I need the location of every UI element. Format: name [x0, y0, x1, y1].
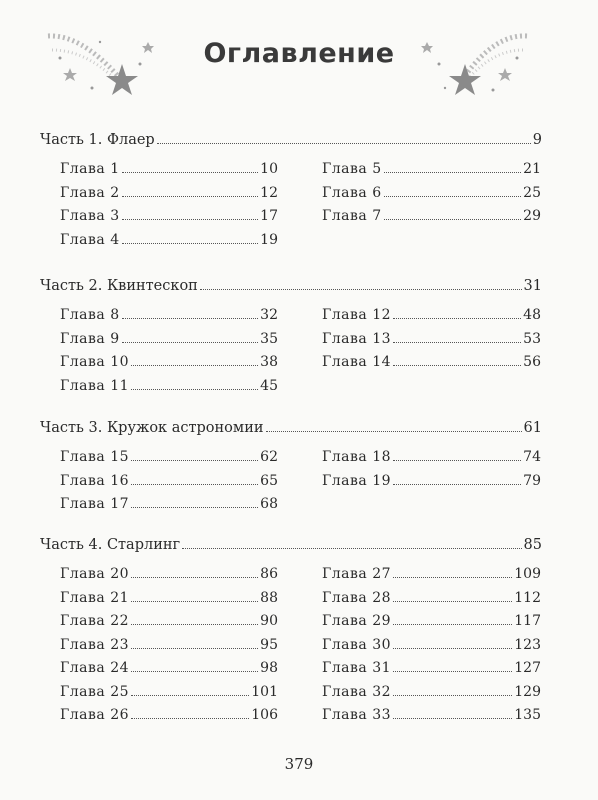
entry-page-number: 53 [523, 330, 541, 347]
entry-page-number: 101 [251, 683, 278, 700]
entry-page-number: 117 [514, 613, 541, 629]
dot-leader [131, 389, 258, 390]
entry-page-number: 19 [260, 231, 278, 248]
chapter-entry[interactable] [60, 613, 278, 633]
chapter-entry[interactable] [60, 185, 278, 205]
part-heading[interactable] [40, 537, 542, 557]
entry-label: Глава 14 [322, 354, 392, 370]
entry-page-number: 38 [260, 354, 278, 370]
dot-leader [393, 624, 512, 625]
dot-leader [131, 624, 258, 625]
entry-page-number: 56 [523, 354, 541, 370]
dot-leader [393, 577, 512, 578]
chapter-entry[interactable] [60, 473, 278, 493]
entry-label: Глава 17 [60, 496, 130, 512]
chapter-entry[interactable] [60, 378, 278, 398]
entry-label: Глава 19 [322, 472, 392, 489]
dot-leader [384, 219, 522, 220]
entry-label: Часть 3. Кружок астрономии [40, 420, 264, 436]
entry-label: Глава 31 [322, 660, 392, 676]
dot-leader [266, 431, 522, 432]
chapter-entry[interactable] [60, 590, 278, 610]
entry-page-number: 32 [260, 307, 278, 323]
chapter-entry[interactable] [60, 449, 278, 469]
dot-leader [393, 671, 512, 672]
part-heading[interactable] [40, 132, 542, 152]
part-heading[interactable] [40, 278, 542, 298]
chapter-entry[interactable] [60, 208, 278, 228]
dot-leader [122, 219, 259, 220]
chapter-entry[interactable] [322, 331, 541, 351]
entry-page-number: 48 [523, 307, 541, 323]
chapter-entry[interactable] [322, 185, 541, 205]
entry-label: Глава 12 [322, 307, 392, 323]
dot-leader [393, 460, 521, 461]
chapter-entry[interactable] [60, 307, 278, 327]
dot-leader [131, 460, 258, 461]
chapter-entry[interactable] [322, 566, 541, 586]
chapter-entry[interactable] [60, 232, 278, 252]
entry-label: Глава 5 [322, 161, 382, 177]
entry-page-number: 65 [260, 472, 278, 489]
page-number: 379 [284, 755, 314, 773]
entry-label: Глава 7 [322, 208, 382, 224]
entry-label: Глава 18 [322, 449, 392, 465]
entry-label: Глава 20 [60, 566, 130, 582]
chapter-entry[interactable] [60, 684, 278, 704]
chapter-entry[interactable] [60, 331, 278, 351]
entry-page-number: 68 [260, 496, 278, 512]
chapter-entry[interactable] [60, 707, 278, 727]
dot-leader [122, 318, 259, 319]
chapter-entry[interactable] [322, 449, 541, 469]
entry-label: Глава 4 [60, 231, 120, 248]
dot-leader [122, 172, 259, 173]
dot-leader [131, 601, 258, 602]
entry-page-number: 62 [260, 449, 278, 465]
dot-leader [182, 548, 521, 549]
dot-leader [122, 342, 259, 343]
entry-label: Глава 30 [322, 636, 392, 653]
dot-leader [131, 484, 258, 485]
entry-page-number: 10 [260, 161, 278, 177]
entry-label: Глава 29 [322, 613, 392, 629]
entry-page-number: 127 [514, 660, 541, 676]
chapter-entry[interactable] [60, 354, 278, 374]
entry-page-number: 17 [260, 208, 278, 224]
entry-page-number: 74 [523, 449, 541, 465]
dot-leader [384, 172, 522, 173]
entry-label: Часть 2. Квинтескоп [40, 278, 198, 294]
entry-label: Глава 25 [60, 683, 130, 700]
entry-page-number: 21 [523, 161, 541, 177]
dot-leader [157, 143, 531, 144]
entry-label: Глава 22 [60, 613, 130, 629]
chapter-entry[interactable] [322, 161, 541, 181]
dot-leader [131, 365, 258, 366]
chapter-entry[interactable] [322, 684, 541, 704]
entry-page-number: 25 [523, 184, 541, 201]
entry-label: Глава 21 [60, 589, 130, 606]
entry-page-number: 106 [251, 707, 278, 723]
dot-leader [393, 695, 512, 696]
chapter-entry[interactable] [60, 496, 278, 516]
entry-label: Глава 2 [60, 184, 120, 201]
dot-leader [122, 243, 259, 244]
chapter-entry[interactable] [322, 208, 541, 228]
dot-leader [393, 648, 512, 649]
entry-page-number: 45 [260, 377, 278, 394]
dot-leader [131, 695, 249, 696]
dot-leader [131, 577, 258, 578]
entry-page-number: 129 [514, 683, 541, 700]
dot-leader [131, 507, 258, 508]
entry-label: Глава 3 [60, 208, 120, 224]
entry-label: Глава 32 [322, 683, 392, 700]
entry-label: Глава 9 [60, 330, 120, 347]
entry-label: Глава 11 [60, 377, 130, 394]
entry-page-number: 9 [532, 132, 542, 148]
entry-label: Глава 27 [322, 566, 392, 582]
chapter-entry[interactable] [60, 161, 278, 181]
entry-label: Глава 23 [60, 636, 130, 653]
chapter-entry[interactable] [322, 354, 541, 374]
entry-page-number: 90 [260, 613, 278, 629]
entry-page-number: 95 [260, 636, 278, 653]
entry-page-number: 31 [523, 278, 542, 294]
entry-page-number: 109 [514, 566, 541, 582]
chapter-entry[interactable] [322, 637, 541, 657]
dot-leader [122, 196, 259, 197]
chapter-entry[interactable] [322, 307, 541, 327]
entry-label: Глава 28 [322, 589, 392, 606]
entry-label: Глава 26 [60, 707, 130, 723]
chapter-entry[interactable] [322, 660, 541, 680]
dot-leader [393, 365, 521, 366]
entry-label: Глава 15 [60, 449, 130, 465]
entry-label: Глава 16 [60, 472, 130, 489]
page-title: Оглавление [203, 38, 395, 69]
entry-page-number: 85 [523, 537, 542, 553]
entry-label: Глава 24 [60, 660, 130, 676]
dot-leader [131, 718, 249, 719]
entry-label: Часть 4. Старлинг [40, 537, 181, 553]
chapter-entry[interactable] [60, 660, 278, 680]
dot-leader [384, 196, 522, 197]
entry-page-number: 123 [514, 636, 541, 653]
entry-label: Глава 13 [322, 330, 392, 347]
chapter-entry[interactable] [60, 566, 278, 586]
chapter-entry[interactable] [322, 590, 541, 610]
dot-leader [131, 671, 258, 672]
chapter-entry[interactable] [322, 707, 541, 727]
dot-leader [393, 718, 512, 719]
entry-label: Глава 6 [322, 184, 382, 201]
entry-page-number: 88 [260, 589, 278, 606]
chapter-entry[interactable] [322, 613, 541, 633]
entry-label: Глава 1 [60, 161, 120, 177]
chapter-entry[interactable] [60, 637, 278, 657]
dot-leader [131, 648, 258, 649]
entry-page-number: 135 [514, 707, 541, 723]
part-heading[interactable] [40, 420, 542, 440]
entry-page-number: 112 [514, 589, 541, 606]
entry-page-number: 86 [260, 566, 278, 582]
entry-page-number: 98 [260, 660, 278, 676]
entry-label: Глава 10 [60, 354, 130, 370]
entry-label: Часть 1. Флаер [40, 132, 155, 148]
entry-label: Глава 33 [322, 707, 392, 723]
dot-leader [393, 318, 521, 319]
dot-leader [393, 484, 521, 485]
entry-page-number: 12 [260, 184, 278, 201]
entry-page-number: 79 [523, 472, 541, 489]
dot-leader [393, 342, 521, 343]
entry-page-number: 61 [523, 420, 542, 436]
dot-leader [393, 601, 512, 602]
entry-page-number: 29 [523, 208, 541, 224]
entry-label: Глава 8 [60, 307, 120, 323]
dot-leader [200, 289, 522, 290]
chapter-entry[interactable] [322, 473, 541, 493]
entry-page-number: 35 [260, 330, 278, 347]
